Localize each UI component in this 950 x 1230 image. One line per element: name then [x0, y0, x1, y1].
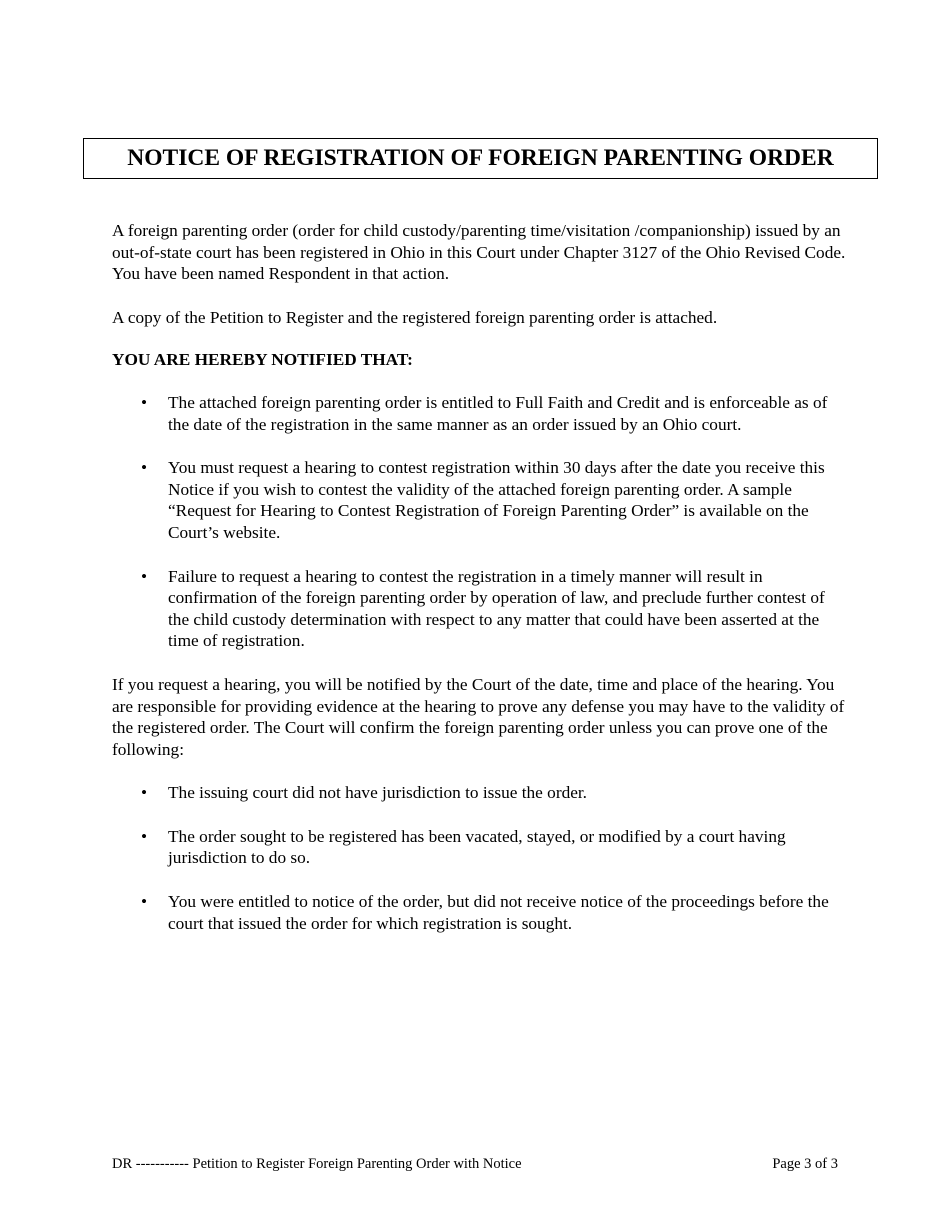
list-item — [112, 457, 847, 543]
bullet-icon: • — [141, 392, 148, 412]
list-item — [112, 392, 847, 435]
list-item-text: You must request a hearing to contest registration within 30 days after the date you receive this Notice if you wish to contest the validity of the attached foreign parenting order. A sample “Request for Hearing to Contest Registration of Foreign Parenting Order” is available on the Court’s website. — [168, 458, 825, 542]
footer-page-number: Page 3 of 3 — [772, 1156, 838, 1172]
bullet-icon: • — [141, 783, 148, 803]
list-item — [112, 891, 847, 934]
copy-attached-paragraph: A copy of the Petition to Register and the registered foreign parenting order is attached. — [112, 307, 718, 327]
document-title: NOTICE OF REGISTRATION OF FOREIGN PARENTING ORDER — [127, 145, 834, 171]
page-footer — [112, 1156, 838, 1173]
document-body — [112, 220, 847, 956]
bullet-icon: • — [141, 892, 148, 912]
title-box — [83, 138, 878, 179]
list-item-text: The order sought to be registered has been vacated, stayed, or modified by a court having jurisdiction to do so. — [168, 826, 786, 868]
bullet-icon: • — [141, 826, 148, 846]
hearing-paragraph: If you request a hearing, you will be notified by the Court of the date, time and place of the hearing. You are responsible for providing evidence at the hearing to prove any defense you may have to the validity of the registered order. The Court will confirm the foreign parenting order unless you can prove one of the following: — [112, 674, 845, 759]
bullet-icon: • — [141, 566, 148, 586]
bullet-icon: • — [141, 458, 148, 478]
list-item — [112, 826, 847, 869]
list-item-text: The issuing court did not have jurisdiction to issue the order. — [168, 783, 588, 803]
notice-list — [112, 392, 847, 652]
list-item-text: Failure to request a hearing to contest the registration in a timely manner will result in confirmation of the foreign parenting order by operation of law, and preclude further contest of the child custody determination with respect to any matter that could have been asserted at the time of registration. — [168, 566, 825, 651]
list-item — [112, 782, 847, 804]
list-item-text: The attached foreign parenting order is entitled to Full Faith and Credit and is enforceable as of the date of the registration in the same manner as an order issued by an Ohio court. — [168, 392, 828, 434]
list-item — [112, 566, 847, 652]
footer-form-label: DR ----------- Petition to Register Foreign Parenting Order with Notice — [112, 1156, 522, 1172]
notified-heading: YOU ARE HEREBY NOTIFIED THAT: — [112, 350, 413, 370]
list-item-text: You were entitled to notice of the order, but did not receive notice of the proceedings before the court that issued the order for which registration is sought. — [168, 892, 829, 933]
defense-list — [112, 782, 847, 934]
intro-paragraph: A foreign parenting order (order for child custody/parenting time/visitation /companionship) issued by an out-of-state court has been registered in Ohio in this Court under Chapter 3127 of the Ohio Revised Code. You have been named Respondent in that action. — [112, 221, 846, 284]
